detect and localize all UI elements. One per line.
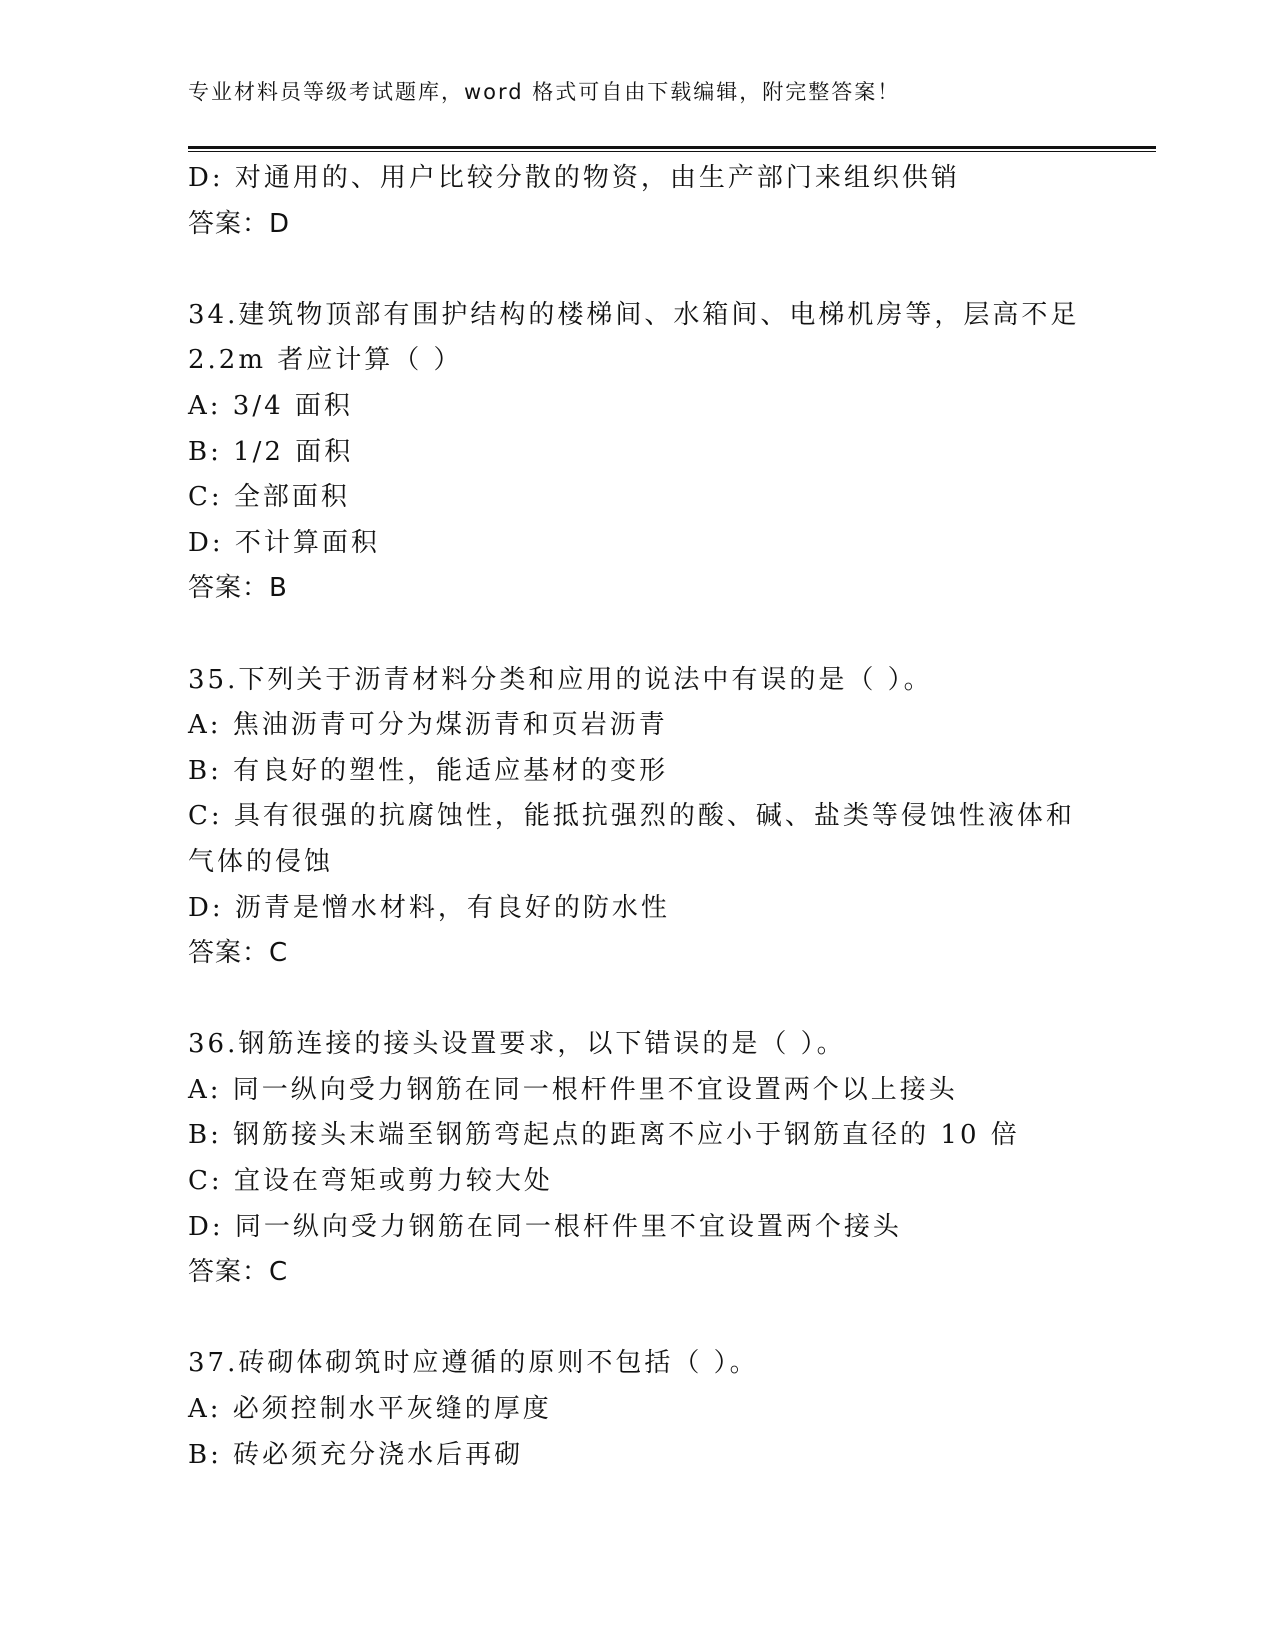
spacer: [188, 612, 1088, 658]
q34-answer: 答案：B: [188, 573, 288, 604]
q34-option-d: D: 不计算面积: [188, 527, 380, 558]
q36-stem: 36.钢筋连接的接头设置要求，以下错误的是（ ）。: [188, 1029, 846, 1060]
q34-option-b: B: 1/2 面积: [188, 436, 354, 467]
spacer: [188, 977, 1088, 1023]
page-header: 专业材料员等级考试题库，word 格式可自由下载编辑，附完整答案！: [188, 80, 901, 104]
q36-option-c: C: 宜设在弯矩或剪力较大处: [188, 1166, 553, 1197]
q35-option-c-line1: C: 具有很强的抗腐蚀性，能抵抗强烈的酸、碱、盐类等侵蚀性液体和: [188, 801, 1075, 832]
header-rule-thick: [188, 146, 1156, 149]
q35-option-b: B: 有良好的塑性，能适应基材的变形: [188, 755, 669, 786]
q36-option-a: A: 同一纵向受力钢筋在同一根杆件里不宜设置两个以上接头: [188, 1074, 958, 1105]
q37-option-a: A: 必须控制水平灰缝的厚度: [188, 1394, 552, 1425]
q35-option-d: D: 沥青是憎水材料，有良好的防水性: [188, 892, 670, 923]
question-content: [188, 156, 1088, 1478]
q34-option-a: A: 3/4 面积: [188, 390, 353, 421]
spacer: [188, 247, 1088, 293]
prev-answer: 答案：D: [188, 208, 291, 239]
q35-option-c-line2: 气体的侵蚀: [188, 846, 334, 877]
q34-stem-line2: 2.2m 者应计算（ ）: [188, 345, 463, 376]
prev-option-d: D: 对通用的、用户比较分散的物资，由生产部门来组织供销: [188, 163, 960, 193]
q34-option-c: C: 全部面积: [188, 482, 350, 513]
q37-stem: 37.砖砌体砌筑时应遵循的原则不包括（ ）。: [188, 1348, 759, 1379]
q35-stem: 35.下列关于沥青材料分类和应用的说法中有误的是（ ）。: [188, 664, 933, 695]
q36-answer: 答案：C: [188, 1257, 289, 1288]
q34-stem-line1: 34.建筑物顶部有围护结构的楼梯间、水箱间、电梯机房等，层高不足: [188, 299, 1080, 330]
q35-answer: 答案：C: [188, 938, 289, 969]
header-rule-thin: [188, 151, 1156, 152]
q35-option-a: A: 焦油沥青可分为煤沥青和页岩沥青: [188, 710, 668, 741]
spacer: [188, 1296, 1088, 1342]
q36-option-b: B: 钢筋接头末端至钢筋弯起点的距离不应小于钢筋直径的 10 倍: [188, 1120, 1020, 1151]
q36-option-d: D: 同一纵向受力钢筋在同一根杆件里不宜设置两个接头: [188, 1211, 902, 1242]
q37-option-b: B: 砖必须充分浇水后再砌: [188, 1439, 524, 1470]
